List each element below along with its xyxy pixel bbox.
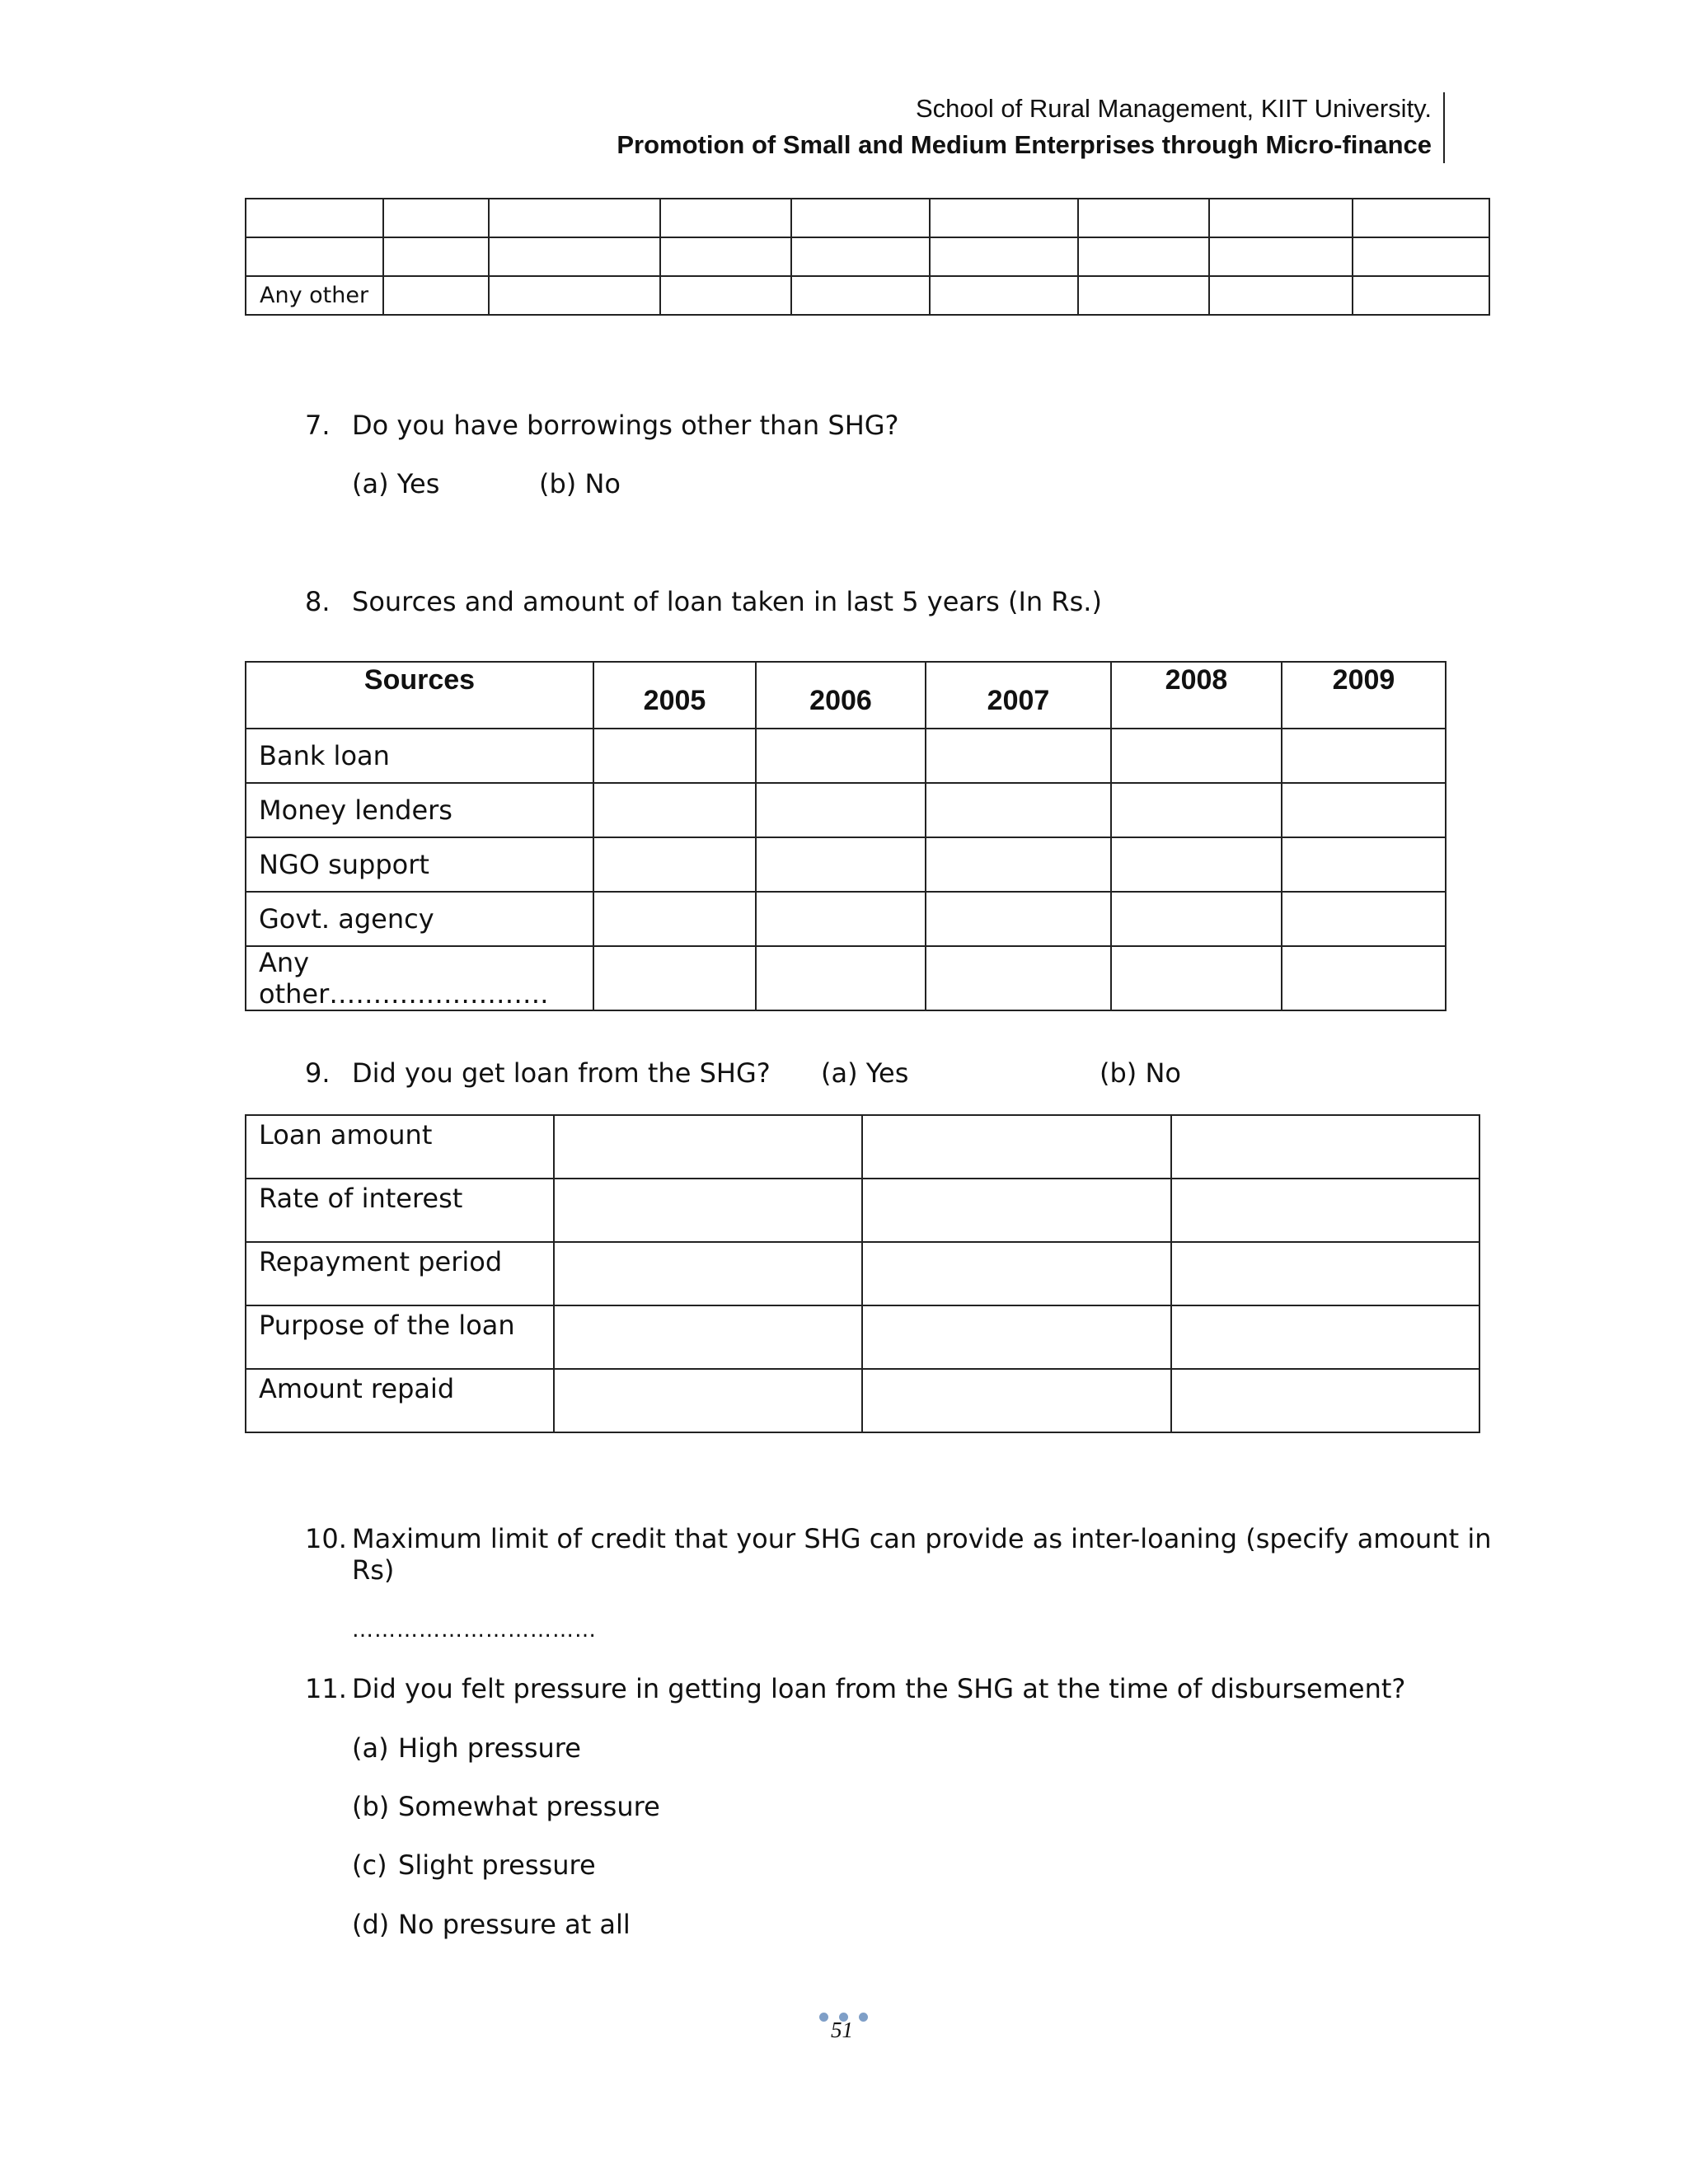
table-cell[interactable] xyxy=(383,237,489,276)
question-number: 7. xyxy=(305,410,331,441)
table-row xyxy=(246,837,1446,892)
table-cell[interactable] xyxy=(862,1305,1171,1369)
table-row xyxy=(246,783,1446,837)
table-cell[interactable] xyxy=(660,199,791,237)
continuation-table xyxy=(245,198,1490,316)
row-label: Any other……………………. xyxy=(246,946,593,1010)
table-cell[interactable] xyxy=(862,1179,1171,1242)
page-header xyxy=(617,91,1432,163)
table-row xyxy=(246,946,1446,1010)
q7-option-no[interactable]: (b) No xyxy=(539,468,621,499)
column-header: 2005 xyxy=(593,662,756,729)
table-cell[interactable] xyxy=(1282,946,1446,1010)
row-label: Amount repaid xyxy=(246,1369,554,1432)
table-cell[interactable] xyxy=(791,199,930,237)
column-header: Sources xyxy=(246,662,593,729)
column-header: 2008 xyxy=(1111,662,1282,729)
question-number: 10. xyxy=(305,1523,347,1554)
table-row xyxy=(246,1179,1479,1242)
table-cell[interactable] xyxy=(926,892,1111,946)
row-label: Rate of interest xyxy=(246,1179,554,1242)
row-label: Repayment period xyxy=(246,1242,554,1305)
table-cell[interactable] xyxy=(660,276,791,315)
table-cell[interactable] xyxy=(383,199,489,237)
table-cell[interactable] xyxy=(554,1369,862,1432)
table-cell[interactable] xyxy=(756,946,926,1010)
option-letter: (b) xyxy=(352,1791,390,1822)
option-text: High pressure xyxy=(398,1732,581,1764)
option-text: No pressure at all xyxy=(398,1909,631,1940)
loan-sources-table xyxy=(245,661,1447,1011)
column-header: 2006 xyxy=(756,662,926,729)
question-number: 11. xyxy=(305,1673,347,1704)
question-number: 9. xyxy=(305,1057,331,1089)
table-row xyxy=(246,729,1446,783)
table-cell[interactable] xyxy=(1282,783,1446,837)
q10-answer-blank[interactable]: …………………………… xyxy=(352,1618,597,1643)
table-cell[interactable] xyxy=(930,276,1078,315)
question-number: 8. xyxy=(305,586,331,617)
table-cell[interactable] xyxy=(593,837,756,892)
shg-loan-table xyxy=(245,1114,1480,1433)
table-cell[interactable] xyxy=(1171,1115,1479,1179)
table-cell[interactable] xyxy=(1282,837,1446,892)
header-institution: School of Rural Management, KIIT University. xyxy=(915,94,1432,123)
table-cell[interactable] xyxy=(1353,199,1489,237)
table-cell[interactable] xyxy=(1078,199,1209,237)
q9-option-yes[interactable]: (a) Yes xyxy=(821,1057,909,1089)
table-cell[interactable] xyxy=(926,946,1111,1010)
table-cell[interactable] xyxy=(554,1115,862,1179)
table-cell[interactable] xyxy=(1171,1242,1479,1305)
table-cell[interactable] xyxy=(593,946,756,1010)
table-cell[interactable] xyxy=(1078,276,1209,315)
q11-option-d[interactable] xyxy=(352,1908,631,1941)
question-text: Sources and amount of loan taken in last 5 years (In Rs.) xyxy=(352,586,1102,617)
table-cell[interactable] xyxy=(593,892,756,946)
option-letter: (d) xyxy=(352,1909,390,1940)
table-cell[interactable] xyxy=(926,837,1111,892)
table-row xyxy=(246,1242,1479,1305)
table-cell[interactable] xyxy=(1353,276,1489,315)
option-text: Slight pressure xyxy=(398,1849,596,1881)
page-number: 51 xyxy=(831,2018,853,2042)
table-row xyxy=(246,1115,1479,1179)
table-row xyxy=(246,276,1489,315)
table-cell[interactable] xyxy=(489,276,660,315)
table-cell[interactable] xyxy=(1111,892,1282,946)
row-label: Any other xyxy=(246,276,383,315)
question-text-line1: Maximum limit of credit that your SHG can provide as inter-loaning (specify amount in xyxy=(352,1523,1492,1554)
table-cell[interactable] xyxy=(756,837,926,892)
table-cell[interactable] xyxy=(383,276,489,315)
table-cell[interactable] xyxy=(926,783,1111,837)
q11-option-c[interactable] xyxy=(352,1849,596,1882)
table-cell[interactable] xyxy=(1209,237,1353,276)
table-cell[interactable] xyxy=(862,1115,1171,1179)
table-cell[interactable] xyxy=(756,729,926,783)
q9-option-no[interactable]: (b) No xyxy=(1100,1057,1181,1089)
header-rule xyxy=(1443,92,1445,163)
header-title: Promotion of Small and Medium Enterprises through Micro-finance xyxy=(617,130,1432,159)
table-cell[interactable] xyxy=(1282,729,1446,783)
table-cell[interactable] xyxy=(1171,1179,1479,1242)
table-cell[interactable] xyxy=(1282,892,1446,946)
row-label: Purpose of the loan xyxy=(246,1305,554,1369)
table-row xyxy=(246,199,1489,237)
table-cell[interactable] xyxy=(756,783,926,837)
row-label: NGO support xyxy=(246,837,593,892)
table-cell[interactable] xyxy=(930,199,1078,237)
table-cell[interactable] xyxy=(1353,237,1489,276)
table-row xyxy=(246,1369,1479,1432)
q11-option-b[interactable] xyxy=(352,1790,660,1823)
question-text-line2: Rs) xyxy=(352,1554,395,1586)
table-row xyxy=(246,1305,1479,1369)
table-cell[interactable] xyxy=(1171,1305,1479,1369)
table-header-row xyxy=(246,662,1446,729)
table-cell[interactable] xyxy=(554,1305,862,1369)
column-header: 2007 xyxy=(926,662,1111,729)
question-text: Do you have borrowings other than SHG? xyxy=(352,410,899,441)
table-cell[interactable] xyxy=(791,237,930,276)
table-cell[interactable] xyxy=(1111,729,1282,783)
table-cell[interactable] xyxy=(1171,1369,1479,1432)
table-cell[interactable] xyxy=(1209,276,1353,315)
table-cell[interactable] xyxy=(554,1242,862,1305)
row-label: Money lenders xyxy=(246,783,593,837)
table-cell[interactable] xyxy=(1111,837,1282,892)
table-cell[interactable] xyxy=(554,1179,862,1242)
table-row xyxy=(246,892,1446,946)
table-cell[interactable] xyxy=(1078,237,1209,276)
option-text: Somewhat pressure xyxy=(398,1791,660,1822)
table-cell[interactable] xyxy=(930,237,1078,276)
table-cell[interactable] xyxy=(756,892,926,946)
table-cell[interactable] xyxy=(489,199,660,237)
table-cell[interactable] xyxy=(593,729,756,783)
table-cell[interactable] xyxy=(862,1369,1171,1432)
table-cell[interactable] xyxy=(1111,946,1282,1010)
row-label: Bank loan xyxy=(246,729,593,783)
option-letter: (a) xyxy=(352,1732,389,1764)
question-text: Did you get loan from the SHG? xyxy=(352,1057,771,1089)
option-letter: (c) xyxy=(352,1849,387,1881)
table-cell[interactable] xyxy=(791,276,930,315)
row-label xyxy=(246,199,383,237)
table-cell[interactable] xyxy=(489,237,660,276)
q7-option-yes[interactable]: (a) Yes xyxy=(352,468,440,499)
column-header: 2009 xyxy=(1282,662,1446,729)
row-label xyxy=(246,237,383,276)
question-text: Did you felt pressure in getting loan from the SHG at the time of disbursement? xyxy=(352,1673,1406,1704)
row-label: Govt. agency xyxy=(246,892,593,946)
table-cell[interactable] xyxy=(862,1242,1171,1305)
row-label: Loan amount xyxy=(246,1115,554,1179)
table-row xyxy=(246,237,1489,276)
table-cell[interactable] xyxy=(660,237,791,276)
table-cell[interactable] xyxy=(593,783,756,837)
q11-option-a[interactable] xyxy=(352,1732,581,1765)
table-cell[interactable] xyxy=(1111,783,1282,837)
table-cell[interactable] xyxy=(926,729,1111,783)
table-cell[interactable] xyxy=(1209,199,1353,237)
